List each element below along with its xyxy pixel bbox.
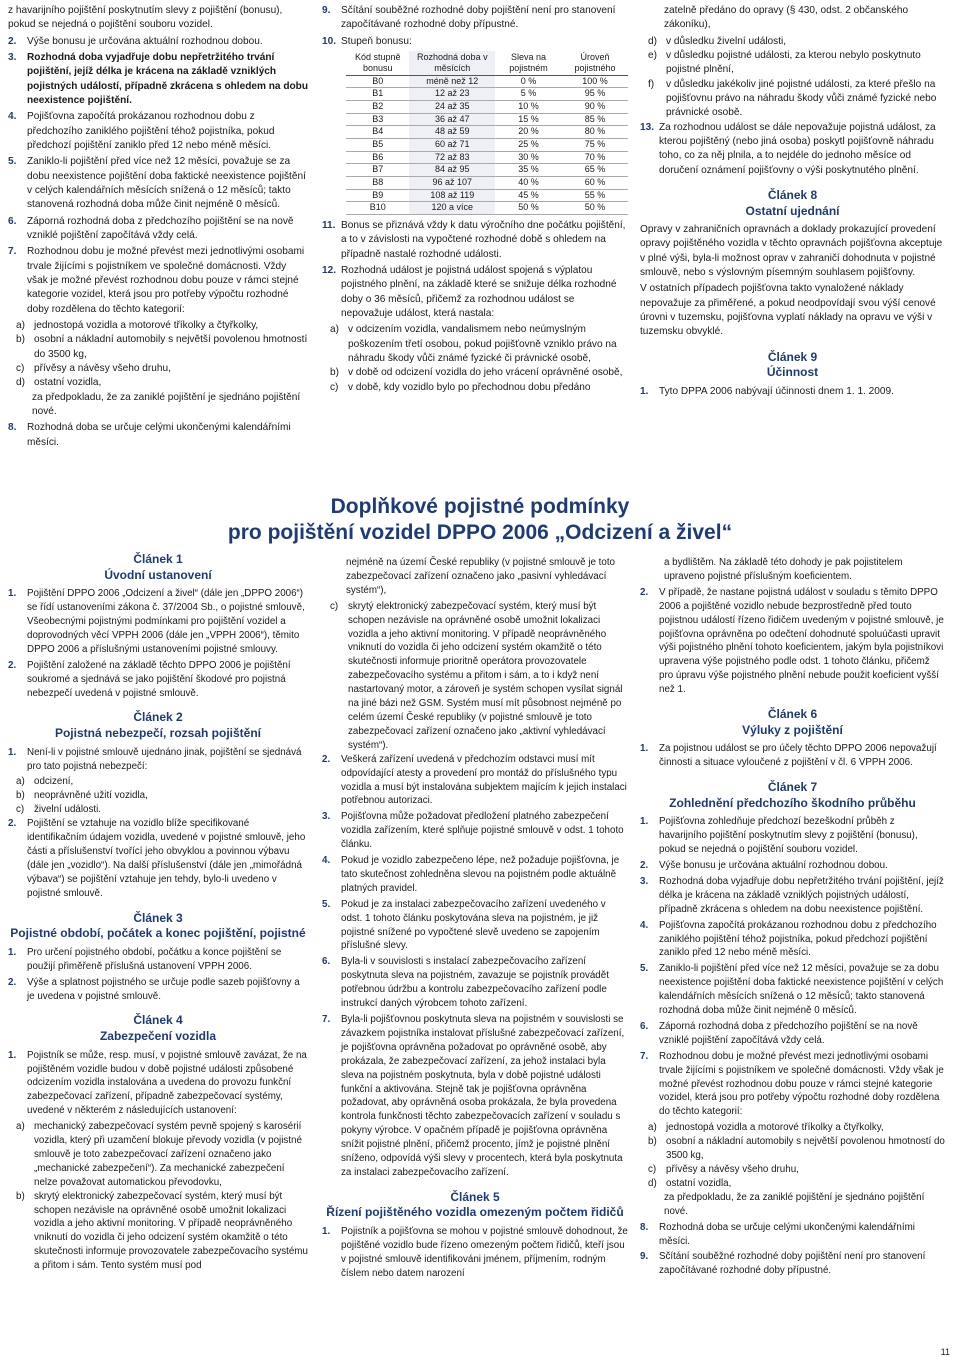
top-column-2: [322, 4, 628, 395]
table-cell: B8: [346, 177, 409, 190]
sub-item: b) skrytý elektronický zabezpečovací systém, který musí být schopen nezávisle na oprávněné osobě umožnit lokalizaci vozidla a jeho aktivní monitoring. V případě neoprávněného vniknutí do vozidla či jeho odcizení systém okamžitě o této skutečnosti informuje provozovatele zabezpečovacího systému a přitom i sám. Tento systém musí pod: [16, 1190, 308, 1272]
table-cell: B3: [346, 113, 409, 126]
list-item: 1. Pro určení pojistného období, počátku a konce pojištění se použijí přiměřeně příslušná ustanovení VPPH 2006.: [8, 946, 282, 972]
top-column-3: [640, 4, 945, 401]
sub-item: b) osobní a nákladní automobily s největší povolenou hmotností do 3500 kg,: [16, 334, 308, 360]
continued-paragraph: zatelně předáno do opravy (§ 430, odst. 2 občanského zákoníku),: [664, 5, 909, 31]
table-cell: 10 %: [495, 100, 562, 113]
table-cell: 35 %: [495, 164, 562, 177]
list-item: 7. Rozhodnou dobu je možné převést mezi jednotlivými osobami trvale žijícími s pojistníkem ve společné domácnosti. Vždy však je možné převést rozhodnou dobu pouze v rámci stejné kategorie vozidel, která jsou pro potřeby výpočtu rozhodné doby rozdělena do těchto kategorií:: [640, 1050, 944, 1118]
sub-item: a) jednostopá vozidla a motorové tříkolky a čtyřkolky,: [16, 319, 259, 331]
table-cell: B6: [346, 151, 409, 164]
table-cell: 80 %: [562, 126, 628, 139]
table-cell: B7: [346, 164, 409, 177]
sub-item: a) odcizení,: [16, 776, 74, 788]
sub-item: a) v odcizením vozidla, vandalismem nebo neúmyslným poškozením třetí osobou, pokud pojišťovně vzniklo právo na náhradu škody vůči známé fyzické či právnické osobě,: [330, 324, 617, 365]
list-item: 2. Výše bonusu je určována aktuální rozhodnou dobou.: [640, 859, 888, 871]
table-row: [346, 75, 628, 88]
sub-item: c) živelní události.: [16, 804, 101, 816]
article-heading: Článek 2 Pojistná nebezpečí, rozsah pojištění: [54, 710, 262, 741]
table-row: [346, 202, 628, 215]
sub-item: b) osobní a nákladní automobily s největší povolenou hmotností do 3500 kg,: [648, 1136, 945, 1162]
table-cell: 90 %: [562, 100, 628, 113]
table-cell: 15 %: [495, 113, 562, 126]
table-cell: B0: [346, 75, 409, 88]
table-header-row: [346, 51, 628, 75]
sub-item: c) přívěsy a návěsy všeho druhu,: [16, 362, 171, 374]
sub-item: c) skrytý elektronický zabezpečovací systém, který musí být schopen nezávisle na oprávněné osobě umožnit lokalizaci vozidla a jeho aktivní monitoring. V případě neoprávněného vniknutí do vozidla či jeho odcizení systém okamžitě o této skutečnosti informuje prioritně operátora provozovatele zabezpečovacího systému a přitom i sám, a to i když není nastartovaný motor, a zároveň je systém schopen vysílat signál na jiné bázi než GSM. Systém musí mít působnost nejméně po celém území České republiky (v pojistné smlouvě je toto zabezpečovací zařízení označeno jako „aktivní vyhledávací systém“).: [330, 600, 623, 751]
top-column-1: [8, 4, 308, 452]
article-heading: Článek 3 Pojistné období, počátek a konec pojištění, pojistné: [10, 910, 306, 941]
table-cell: B4: [346, 126, 409, 139]
table-row: [346, 113, 628, 126]
table-cell: 40 %: [495, 177, 562, 190]
table-cell: 96 až 107: [409, 177, 495, 190]
table-row: [346, 177, 628, 190]
list-item: 2. Pojištění se vztahuje na vozidlo blíže specifikované identifikačním údajem vozidla, uvedené v pojistné smlouvě, jeho části a příslušenství tvořící jeho obvyklou a povinnou výbavu (dále jen „vozidlo“). Na další příslušenství (dále jen „mimořádná výbava“) se pojištění vztahuje jen tehdy, bylo-li uvedeno v pojistné smlouvě.: [8, 818, 306, 899]
paragraph: za předpokladu, že za zaniklé pojištění je sjednáno pojištění nové.: [664, 1191, 925, 1217]
list-item: 13. Za rozhodnou událost se dále nepovažuje pojistná událost, za kterou pojištěný (nebo jiná osoba) poskytl pojišťovně náhradu toho, co za něj plnila, a to nejdéle do jednoho měsíce od doručení oznámení pojišťovny o výši poskytnutého plnění.: [640, 121, 936, 176]
table-header: Kód stupně bonusu: [346, 51, 409, 75]
table-cell: B10: [346, 202, 409, 215]
table-cell: 12 až 23: [409, 88, 495, 101]
table-header: Úroveň pojistného: [562, 51, 628, 75]
continued-paragraph: a bydlištěm. Na základě této dohody je pak pojistitelem upraveno pojistné příslušným koeficientem.: [664, 557, 903, 582]
table-cell: 60 až 71: [409, 139, 495, 152]
sub-item: c) přívěsy a návěsy všeho druhu,: [648, 1164, 799, 1175]
list-item: 12. Rozhodná událost je pojistná událost spojená s výplatou pojistného plnění, na základě které se snižuje délka rozhodné doby o 36 měsíců, přičemž za rozhodnou událost se nepovažuje událost, která nastala:: [322, 265, 617, 320]
sub-item: d) v důsledku živelní události,: [648, 35, 787, 47]
list-item: 3. Rozhodná doba vyjadřuje dobu nepřetržitého trvání pojištění, jejíž délka je krácena na základě vzniklých pojistných událostí, případně zkrácena s ohledem na dobu neexistence pojištění.: [640, 875, 944, 915]
list-item: 4. Pojišťovna započítá prokázanou rozhodnou dobu z předchozího zaniklého pojištění téhož pojistníka, pokud předchozí pojištění zaniklo před 12 nebo méně měsíci.: [8, 111, 275, 151]
list-item: 5. Zaniklo-li pojištění před více než 12 měsíci, považuje se za dobu neexistence pojištění doba faktické neexistence pojištění v celých kalendářních měsících snížená o 12 měsíců; takto stanovená rozhodná doba může činit nejméně 0 měsíců.: [8, 156, 306, 211]
list-item: 1. Pojišťovna zohledňuje předchozí bezeškodní průběh z havarijního pojištění poskytnutím slevy z pojištění (bonusu), pokud se nejedná o pojištění souboru vozidel.: [640, 816, 918, 856]
table-cell: 100 %: [562, 75, 628, 88]
table-cell: B1: [346, 88, 409, 101]
article-heading: Článek 7 Zohlednění předchozího škodního průběhu: [669, 780, 916, 810]
table-cell: 75 %: [562, 139, 628, 152]
list-item: 4. Pojišťovna započítá prokázanou rozhodnou dobu z předchozího zaniklého pojištění téhož pojistníka, pokud předchozí pojištění zaniklo před 12 nebo méně měsíci.: [640, 919, 937, 959]
table-cell: B5: [346, 139, 409, 152]
list-item: 5. Pokud je za instalaci zabezpečovacího zařízení uvedeného v odst. 1 tohoto článku poskytována sleva na pojistném, je již pojistné snížené po vypočtené slevě uvedeno se zapojením příslušné slevy.: [322, 898, 606, 952]
list-item: 2. Pojištění založené na základě těchto DPPO 2006 je pojištění soukromé a sjednává se jako pojištění škodové pro pojistná nebezpečí uvedená v pojistné smlouvě.: [8, 659, 291, 699]
table-cell: 84 až 95: [409, 164, 495, 177]
article-heading: Článek 1 Úvodní ustanovení: [104, 552, 212, 582]
list-item: 3. Rozhodná doba vyjadřuje dobu nepřetržitého trvání pojištění, jejíž délka je krácena na základě vzniklých pojistných událostí, případně zkrácena s ohledem na dobu neexistence pojištění.: [8, 51, 308, 106]
list-item: 9. Sčítání souběžné rozhodné doby pojištění není pro stanovení započítávané rozhodné doby přípustné.: [640, 1251, 926, 1277]
sub-item: b) v době od odcizení vozidla do jeho vrácení oprávněné osobě,: [330, 367, 623, 379]
bottom-column-1: [8, 548, 308, 1273]
table-cell: 0 %: [495, 75, 562, 88]
table-cell: B9: [346, 189, 409, 202]
page-number: 11: [940, 1347, 950, 1358]
list-item: 8. Rozhodná doba se určuje celými ukončenými kalendářními měsíci.: [640, 1221, 915, 1247]
list-item: 1. Pojistník a pojišťovna se mohou v pojistné smlouvě dohodnout, že pojištěné vozidlo bude řízeno omezeným počtem řidičů, kteří jsou v pojistné smlouvě identifikováni jménem, příjmením, rodným číslem nebo datem narození: [322, 1226, 628, 1279]
paragraph: V ostatních případech pojišťovna takto vynaložené náklady nepovažuje za přiměřené, a pokud neodpovídají svou výší cenové úrovni v tuzemsku, pojišťovna vyplatí náklady na opravu ve výši v tuzemsku obvyklé.: [640, 283, 936, 338]
document-title: [0, 494, 960, 547]
table-cell: méně než 12: [409, 75, 495, 88]
table-cell: 55 %: [562, 189, 628, 202]
table-row: [346, 126, 628, 139]
table-row: [346, 164, 628, 177]
table-cell: 30 %: [495, 151, 562, 164]
table-cell: 25 %: [495, 139, 562, 152]
article-heading: Článek 8 Ostatní ujednání: [745, 187, 840, 218]
table-cell: 85 %: [562, 113, 628, 126]
table-cell: B2: [346, 100, 409, 113]
table-cell: 95 %: [562, 88, 628, 101]
article-heading: Článek 9 Účinnost: [766, 349, 819, 380]
table-cell: 70 %: [562, 151, 628, 164]
paragraph: Opravy v zahraničních opravnách a doklady prokazující provedení opravy pojištěného vozidla v těchto opravnách pojišťovna akceptuje v plné výši, byla-li možnost oprav v zahraničí dohodnuta v pojistné smlouvě, nebo s výslovným písemným souhlasem pojišťovny.: [640, 224, 943, 279]
table-row: [346, 88, 628, 101]
list-item: 7. Rozhodnou dobu je možné převést mezi jednotlivými osobami trvale žijícími s pojistníkem ve společné domácnosti. Vždy však je možné převést rozhodnou dobu pouze v rámci stejné kategorie vozidel, která jsou pro potřeby výpočtu rozhodné doby rozdělena do těchto kategorií:: [8, 246, 305, 315]
continued-paragraph: nejméně na území České republiky (v pojistné smlouvě je toto zabezpečovací zařízení označeno jako „pasivní vyhledávací systém“),: [346, 557, 616, 596]
list-item: 1. Za pojistnou událost se pro účely těchto DPPO 2006 nepovažují činnosti a situace vyloučené z pojištění v čl. 6 VPPH 2006.: [640, 743, 937, 769]
continued-paragraph: z havarijního pojištění poskytnutím slevy z pojištění (bonusu), pokud se nejedná o pojištění souboru vozidel.: [8, 5, 283, 31]
list-item: 2. Výše bonusu je určována aktuální rozhodnou dobou.: [8, 35, 263, 47]
table-row: [346, 139, 628, 152]
table-cell: 5 %: [495, 88, 562, 101]
list-item: 8. Rozhodná doba se určuje celými ukončenými kalendářními měsíci.: [8, 422, 291, 448]
sub-item: c) v době, kdy vozidlo bylo po přechodnou dobu předáno: [330, 381, 591, 393]
title-line-1: Doplňkové pojistné podmínky: [330, 495, 630, 518]
table-cell: 108 až 119: [409, 189, 495, 202]
article-heading: Článek 5 Řízení pojištěného vozidla omezeným počtem řidičů: [326, 1189, 624, 1220]
list-item: 7. Byla-li pojišťovnou poskytnuta sleva na pojistném v souvislosti se závazkem pojistníka instalovat příslušné zabezpečovací zařízení, je pojišťovna oprávněna požadovat po oprávněné osobě, aby prokázala, že zabezpečovací zařízení, za jehož instalaci byla sleva na pojistném poskytnuta, byla v době pojistné události funkční a aktivována. Stejně tak je pojišťovna oprávněna požadovat, aby oprávněná osoba prokázala, že byla provedena kontrola funkčnosti těchto zabezpečovacích zařízení v souladu s pokyny výrobce. V opačném případě je pojišťovna oprávněna snížit pojistné plnění, přičemž procento, jímž je pojistné plnění sníženo, odpovídá výši slevy v procentech, která byla poskytnuta za instalaci zabezpečovacího zařízení.: [322, 1014, 625, 1178]
table-body: [346, 75, 628, 215]
table-cell: 36 až 47: [409, 113, 495, 126]
table-cell: 24 až 35: [409, 100, 495, 113]
sub-item: f) v důsledku jakékoliv jiné pojistné události, za které přešlo na pojišťovnu právo na náhradu škody vůči známé fyzické nebo právnické osobě.: [648, 78, 937, 119]
table-cell: 50 %: [562, 202, 628, 215]
list-item: 1. Pojistník se může, resp. musí, v pojistné smlouvě zavázat, že na pojištěném vozidle budou v době pojistné události způsobené odcizením vozidla instalována a uvedena do provozu funkční zabezpečovací zařízení, případně zabezpečovací systémy, uvedené v některém z následujících ustanovení:: [8, 1049, 307, 1117]
table-cell: 120 a více: [409, 202, 495, 215]
list-item: 6. Záporná rozhodná doba z předchozího pojištění se na nově vzniklé pojištění započítává vždy celá.: [640, 1020, 918, 1046]
article-heading: Článek 4 Zabezpečení vozidla: [99, 1013, 217, 1043]
list-item: 10. Stupeň bonusu:: [322, 35, 412, 47]
table-row: [346, 151, 628, 164]
table-cell: 50 %: [495, 202, 562, 215]
list-item: 11. Bonus se přiznává vždy k datu výročního dne počátku pojištění, a to v závislosti na vypočtené rozhodné době s ohledem na případně nastalé rozhodné události.: [322, 220, 626, 260]
list-item: 4. Pokud je vozidlo zabezpečeno lépe, než požaduje pojišťovna, je tato skutečnost zohledněna slevou na pojistném podle aktuálně platných pravidel.: [322, 855, 620, 894]
list-item: 9. Sčítání souběžné rozhodné doby pojištění není pro stanovení započítávané rozhodné doby přípustné.: [322, 5, 616, 31]
bottom-column-3: [640, 556, 945, 1280]
list-item: 3. Pojišťovna může požadovat předložení platného zabezpečení vozidla zařízením, které splňuje pojistné smlouvě v odst. 1 tohoto článku.: [322, 811, 624, 851]
table-header: Rozhodná doba v měsících: [409, 51, 495, 75]
list-item: 1. Tyto DPPA 2006 nabývají účinnosti dnem 1. 1. 2009.: [640, 385, 894, 397]
bonus-table: [346, 51, 628, 215]
table-row: [346, 100, 628, 113]
list-item: 1. Není-li v pojistné smlouvě ujednáno jinak, pojištění se sjednává pro tato pojistná nebezpečí:: [8, 746, 302, 772]
table-cell: 45 %: [495, 189, 562, 202]
list-item: 2. V případě, že nastane pojistná událost v souladu s těmito DPPO 2006 a pojištěné vozidlo nebude bezprostředně před touto pojistnou událostí řízeno řidičem uvedeným v pojistné smlouvě, je pojišťovna oprávněna po odečtení dohodnuté spoluúčasti upravit výši pojistného plnění tohoto koeficientem, jakým byla pojistníkovi upravena výše pojistného podle odst. 1 tohoto článku, přičemž pro úpravu výše pojistného plnění nebude použit koeficient vyšší než 1.: [640, 586, 944, 696]
sub-item: d) ostatní vozidla,: [648, 1177, 732, 1189]
table-cell: 60 %: [562, 177, 628, 190]
list-item: 6. Byla-li v souvislosti s instalací zabezpečovacího zařízení poskytnuta sleva na pojistném, zavazuje se pojistník provádět potřebnou údržbu a kontrolu zabezpečovacího zařízení podle instrukcí daných výrobcem tohoto zařízení.: [322, 956, 609, 1010]
list-item: 2. Výše a splatnost pojistného se určuje podle sazeb pojišťovny a je uvedena v pojistné smlouvě.: [8, 976, 300, 1002]
table-header: Sleva na pojistném: [495, 51, 562, 75]
bottom-column-2: [322, 556, 628, 1283]
table-row: [346, 189, 628, 202]
list-item: 5. Zaniklo-li pojištění před více než 12 měsíci, považuje se za dobu neexistence pojištění doba faktické neexistence pojištění v celých kalendářních měsících snížená o 12 měsíců; takto stanovená rozhodná doba může činit nejméně 0 měsíců.: [640, 963, 944, 1017]
article-heading: Článek 6 Výluky z pojištění: [742, 707, 843, 737]
sub-item: d) ostatní vozidla,: [16, 377, 102, 389]
list-item: 1. Pojištění DPPO 2006 „Odcizení a živel“ (dále jen „DPPO 2006“) se řídí ustanoveními zákona č. 37/2004 Sb., o pojistné smlouvě, Všeobecnými pojistnými podmínkami pro pojištění vozidel a doprovodných věcí VPPH 2006 (dále jen „VPPH 2006“), těmito DPPO 2006 a příslušnými ustanoveními pojistné smlouvy.: [8, 588, 305, 655]
table-cell: 65 %: [562, 164, 628, 177]
table-cell: 20 %: [495, 126, 562, 139]
sub-item: e) v důsledku pojistné události, za kterou nebylo poskytnuto pojistné plnění,: [648, 49, 921, 76]
sub-item: b) neoprávněné užití vozidla,: [16, 790, 148, 802]
title-line-2: pro pojištění vozidel DPPO 2006 „Odcizení a živel“: [227, 521, 733, 545]
paragraph: za předpokladu, že za zaniklé pojištění je sjednáno pojištění nové.: [32, 391, 301, 417]
table-cell: 48 až 59: [409, 126, 495, 139]
list-item: 6. Záporná rozhodná doba z předchozího pojištění se na nově vzniklé pojištění započítává vždy celá.: [8, 215, 294, 241]
sub-item: a) mechanický zabezpečovací systém pevně spojený s karosérií vozidla, který při uzamčení blokuje převody vozidla (v pojistné smlouvě je toto zabezpečovací zařízení označeno jako „mechanické zabezpečení“). Za mechanické zabezpečení nelze považovat automatickou převodovku,: [16, 1121, 302, 1188]
list-item: 2. Veškerá zařízení uvedená v předchozím odstavci musí mít odpovídající atesty a provedení pro montáž do příslušného typu vozidla a musí být instalována subjektem majícím k jejich instalaci potřebnou autorizaci.: [322, 753, 627, 807]
sub-item: a) jednostopá vozidla a motorové tříkolky a čtyřkolky,: [648, 1122, 884, 1134]
table-cell: 72 až 83: [409, 151, 495, 164]
